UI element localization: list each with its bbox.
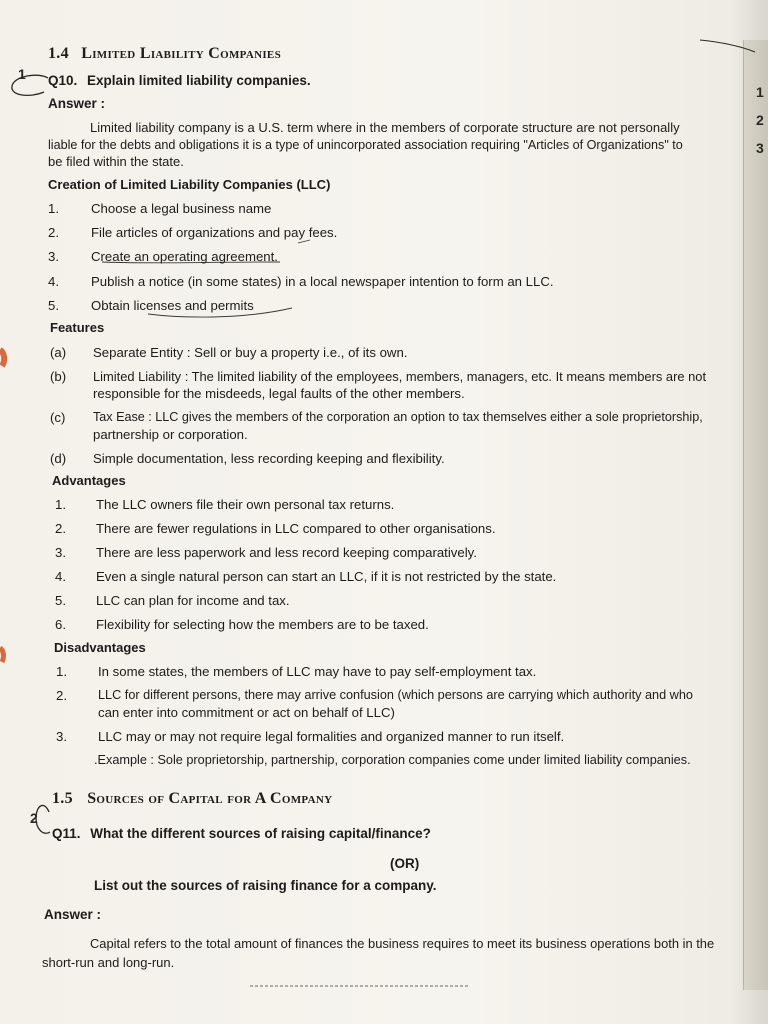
creation-num-4: 4. bbox=[48, 274, 59, 289]
section-number: 1.5 bbox=[52, 790, 73, 807]
definition-line-2: liable for the debts and obligations it is a type of unincorporated association requiring "Articles of Organizations" to bbox=[48, 138, 683, 152]
question-q11-alt: List out the sources of raising finance for a company. bbox=[94, 878, 437, 893]
features-heading: Features bbox=[50, 320, 105, 335]
question-q10 bbox=[48, 73, 311, 88]
feature-item-a: Separate Entity : Sell or buy a property i.e., of its own. bbox=[93, 345, 408, 360]
feature-item-c-cont: partnership or corporation. bbox=[93, 427, 248, 442]
feature-item-b-cont: responsible for the misdeeds, legal faults of the other members. bbox=[93, 386, 465, 401]
section-title: Limited Liability Companies bbox=[81, 45, 281, 62]
disadvantages-heading: Disadvantages bbox=[54, 640, 146, 655]
feature-num-b: (b) bbox=[50, 369, 67, 384]
feature-num-a: (a) bbox=[50, 345, 67, 360]
advantage-num-4: 4. bbox=[55, 569, 66, 584]
feature-item-d: Simple documentation, less recording keeping and flexibility. bbox=[93, 451, 445, 466]
edge-mark-1: 1 bbox=[756, 84, 764, 100]
question-text: Explain limited liability companies. bbox=[87, 73, 311, 88]
definition-line-1: Limited liability company is a U.S. term where in the members of corporate structure are not personally bbox=[90, 120, 680, 135]
advantage-item-2: There are fewer regulations in LLC compared to other organisations. bbox=[96, 521, 496, 536]
question-label: Q11. bbox=[52, 826, 81, 841]
feature-item-b: Limited Liability : The limited liability of the employees, members, managers, etc. It means members are not bbox=[93, 369, 707, 384]
advantages-heading: Advantages bbox=[52, 473, 126, 488]
disadvantage-item-3: LLC may or may not require legal formalities and organized manner to run itself. bbox=[98, 729, 565, 744]
creation-item-1: Choose a legal business name bbox=[91, 201, 272, 216]
advantage-item-4: Even a single natural person can start an LLC, if it is not restricted by the state. bbox=[96, 569, 557, 584]
next-page-edge bbox=[743, 40, 768, 990]
advantage-item-5: LLC can plan for income and tax. bbox=[96, 593, 290, 608]
disadvantage-num-2: 2. bbox=[56, 688, 67, 703]
section-title: Sources of Capital for A Company bbox=[87, 790, 333, 807]
question-text: What the different sources of raising capital/finance? bbox=[90, 826, 431, 841]
capital-line-1: Capital refers to the total amount of finances the business requires to meet its business operations both in the bbox=[90, 936, 715, 951]
section-heading-1-5 bbox=[52, 790, 332, 808]
feature-item-c: Tax Ease : LLC gives the members of the corporation an option to tax themselves either a sole proprietorship, bbox=[93, 410, 703, 424]
feature-num-d: (d) bbox=[50, 451, 67, 466]
question-q11 bbox=[52, 826, 431, 841]
advantage-item-1: The LLC owners file their own personal tax returns. bbox=[96, 497, 395, 512]
margin-mark-q11: 2 bbox=[30, 810, 38, 826]
answer-label-2: Answer : bbox=[44, 907, 102, 922]
section-heading-1-4 bbox=[48, 45, 281, 63]
definition-line-3: be filed within the state. bbox=[48, 154, 184, 169]
section-number: 1.4 bbox=[48, 45, 69, 62]
disadvantage-num-3: 3. bbox=[56, 729, 67, 744]
advantage-num-6: 6. bbox=[55, 617, 66, 632]
creation-num-2: 2. bbox=[48, 225, 59, 240]
capital-line-2: short-run and long-run. bbox=[42, 955, 175, 970]
advantage-num-3: 3. bbox=[55, 545, 66, 560]
creation-num-5: 5. bbox=[48, 298, 59, 313]
disadvantage-item-2-cont: can enter into commitment or act on behalf of LLC) bbox=[98, 705, 395, 720]
creation-num-1: 1. bbox=[48, 201, 59, 216]
advantage-num-2: 2. bbox=[55, 521, 66, 536]
creation-heading: Creation of Limited Liability Companies (LLC) bbox=[48, 177, 331, 192]
creation-item-2: File articles of organizations and pay fees. bbox=[91, 225, 338, 240]
question-or: (OR) bbox=[390, 856, 420, 871]
feature-num-c: (c) bbox=[50, 410, 66, 425]
disadvantage-item-1: In some states, the members of LLC may have to pay self-employment tax. bbox=[98, 664, 537, 679]
creation-item-5: Obtain licenses and permits bbox=[91, 298, 254, 313]
creation-item-3: Create an operating agreement. bbox=[91, 249, 278, 264]
advantage-num-5: 5. bbox=[55, 593, 66, 608]
creation-num-3: 3. bbox=[48, 249, 59, 264]
disadvantage-example: .Example : Sole proprietorship, partnership, corporation companies come under limited liability companies. bbox=[94, 753, 691, 767]
disadvantage-num-1: 1. bbox=[56, 664, 67, 679]
answer-label: Answer : bbox=[48, 96, 106, 111]
advantage-item-3: There are less paperwork and less record keeping comparatively. bbox=[96, 545, 477, 560]
edge-mark-3: 3 bbox=[756, 140, 764, 156]
question-label: Q10. bbox=[48, 73, 78, 88]
disadvantage-item-2: LLC for different persons, there may arrive confusion (which persons are carrying which authority and who bbox=[98, 688, 693, 702]
edge-mark-2: 2 bbox=[756, 112, 764, 128]
advantage-item-6: Flexibility for selecting how the members are to be taxed. bbox=[96, 617, 429, 632]
creation-item-4: Publish a notice (in some states) in a local newspaper intention to form an LLC. bbox=[91, 274, 554, 289]
advantage-num-1: 1. bbox=[55, 497, 66, 512]
margin-mark-q10: 1 bbox=[18, 66, 26, 82]
